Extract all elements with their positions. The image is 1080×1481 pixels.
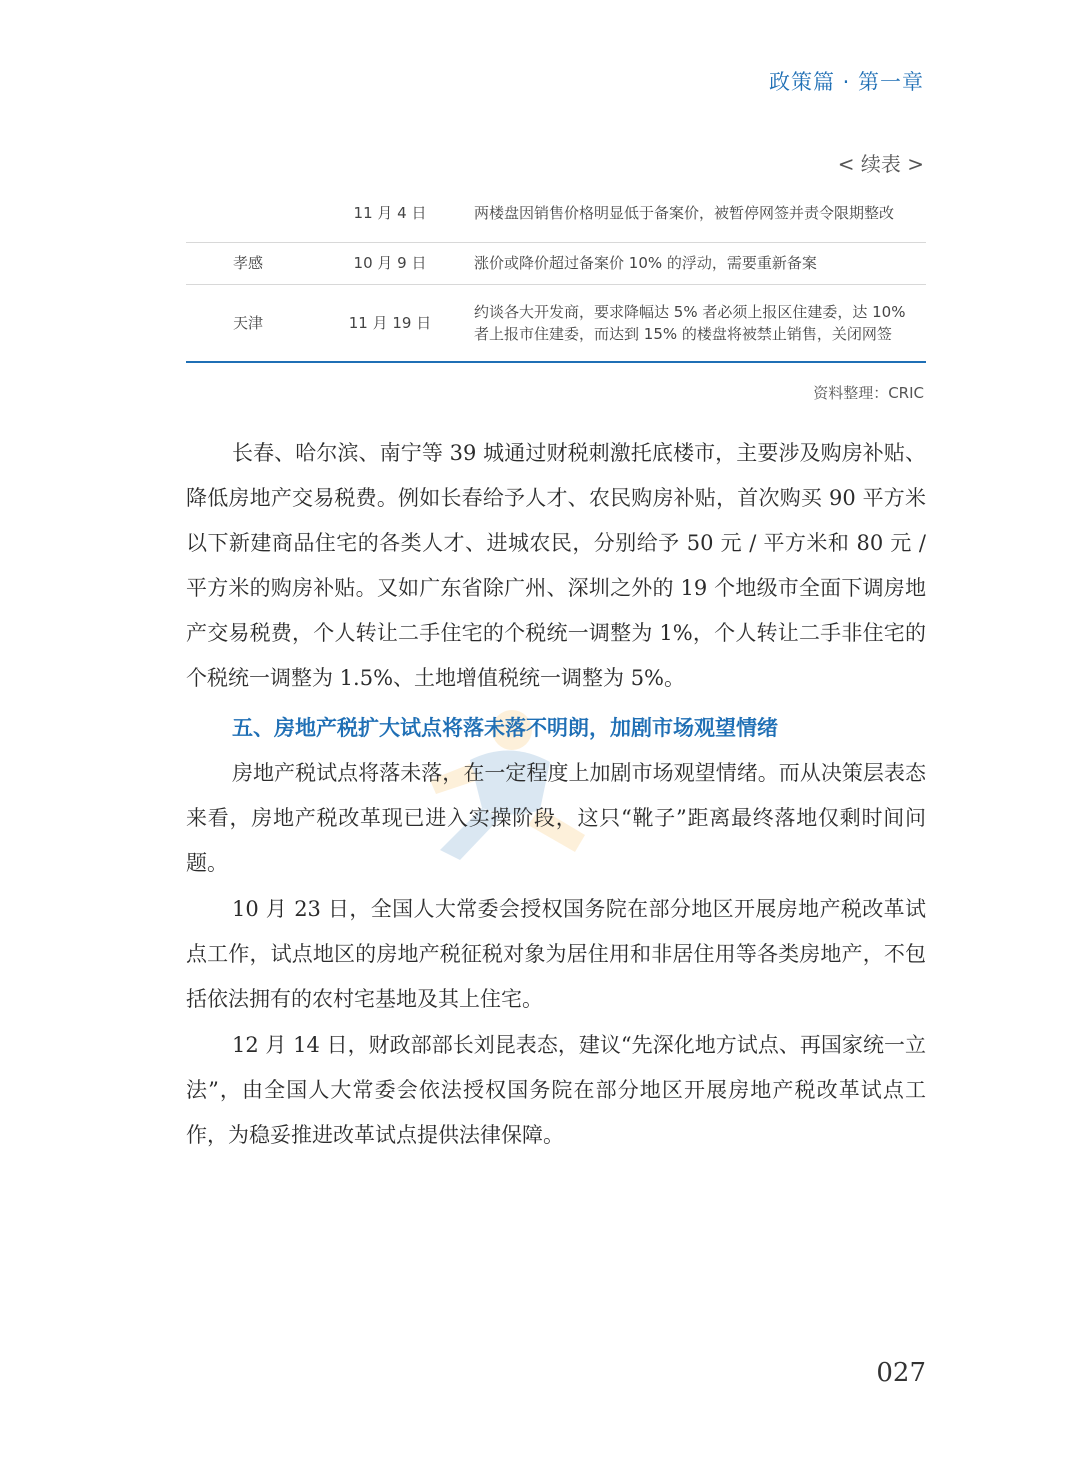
- policy-table: [186, 185, 926, 363]
- paragraph-fiscal-stimulus: 长春、哈尔滨、南宁等 39 城通过财税刺激托底楼市，主要涉及购房补贴、降低房地产交易税费。例如长春给予人才、农民购房补贴，首次购买 90 平方米以下新建商品住宅的各类人才、进城农民，分别给予 50 元 / 平方米和 80 元 / 平方米的购房补贴。又如广东省除广州、深圳之外的 19 个地级市全面下调房地产交易税费，个人转让二手住宅的个税统一调整为 1%，个人转让二手非住宅的个税统一调整为 1.5%、土地增值税统一调整为 5%。: [186, 441, 926, 690]
- table-row: [186, 185, 926, 242]
- table-cell-date: 10 月 9 日: [353, 254, 427, 272]
- table-cell-description: 约谈各大开发商，要求降幅达 5% 者必须上报区住建委，达 10% 者上报市住建委，而达到 15% 的楼盘将被禁止销售，关闭网签: [474, 302, 906, 343]
- table-source: 资料整理：CRIC: [813, 384, 924, 402]
- chapter-header: 政策篇 · 第一章: [768, 70, 924, 94]
- paragraph-december-statement: 12 月 14 日，财政部部长刘昆表态，建议“先深化地方试点、再国家统一立法”，由全国人大常委会依法授权国务院在部分地区开展房地产税改革试点工作，为稳妥推进改革试点提供法律保障。: [186, 1033, 926, 1147]
- table-cell-city: 孝感: [232, 254, 263, 272]
- page-number: 027: [876, 1358, 926, 1388]
- table-cell-city: 天津: [232, 313, 263, 332]
- table-cell-description: 涨价或降价超过备案价 10% 的浮动，需要重新备案: [474, 254, 817, 272]
- table-cell-city: [186, 185, 310, 242]
- table-cell-date: 11 月 19 日: [348, 313, 432, 332]
- paragraph-property-tax-outlook: 房地产税试点将落未落，在一定程度上加剧市场观望情绪。而从决策层表态来看，房地产税改革现已进入实操阶段，这只“靴子”距离最终落地仅剩时间问题。: [186, 761, 926, 875]
- table-cell-date: 11 月 4 日: [353, 204, 427, 223]
- table-caption: < 续表 >: [837, 152, 924, 176]
- paragraph-october-authorization: 10 月 23 日，全国人大常委会授权国务院在部分地区开展房地产税改革试点工作，试点地区的房地产税征税对象为居住用和非居住用等各类房地产，不包括依法拥有的农村宅基地及其上住宅。: [186, 897, 926, 1011]
- section-heading: 五、房地产税扩大试点将落未落不明朗，加剧市场观望情绪: [232, 716, 778, 740]
- table-cell-description: 两楼盘因销售价格明显低于备案价，被暂停网签并责令限期整改: [474, 204, 895, 223]
- table-row: [186, 284, 926, 362]
- table-row: [186, 242, 926, 284]
